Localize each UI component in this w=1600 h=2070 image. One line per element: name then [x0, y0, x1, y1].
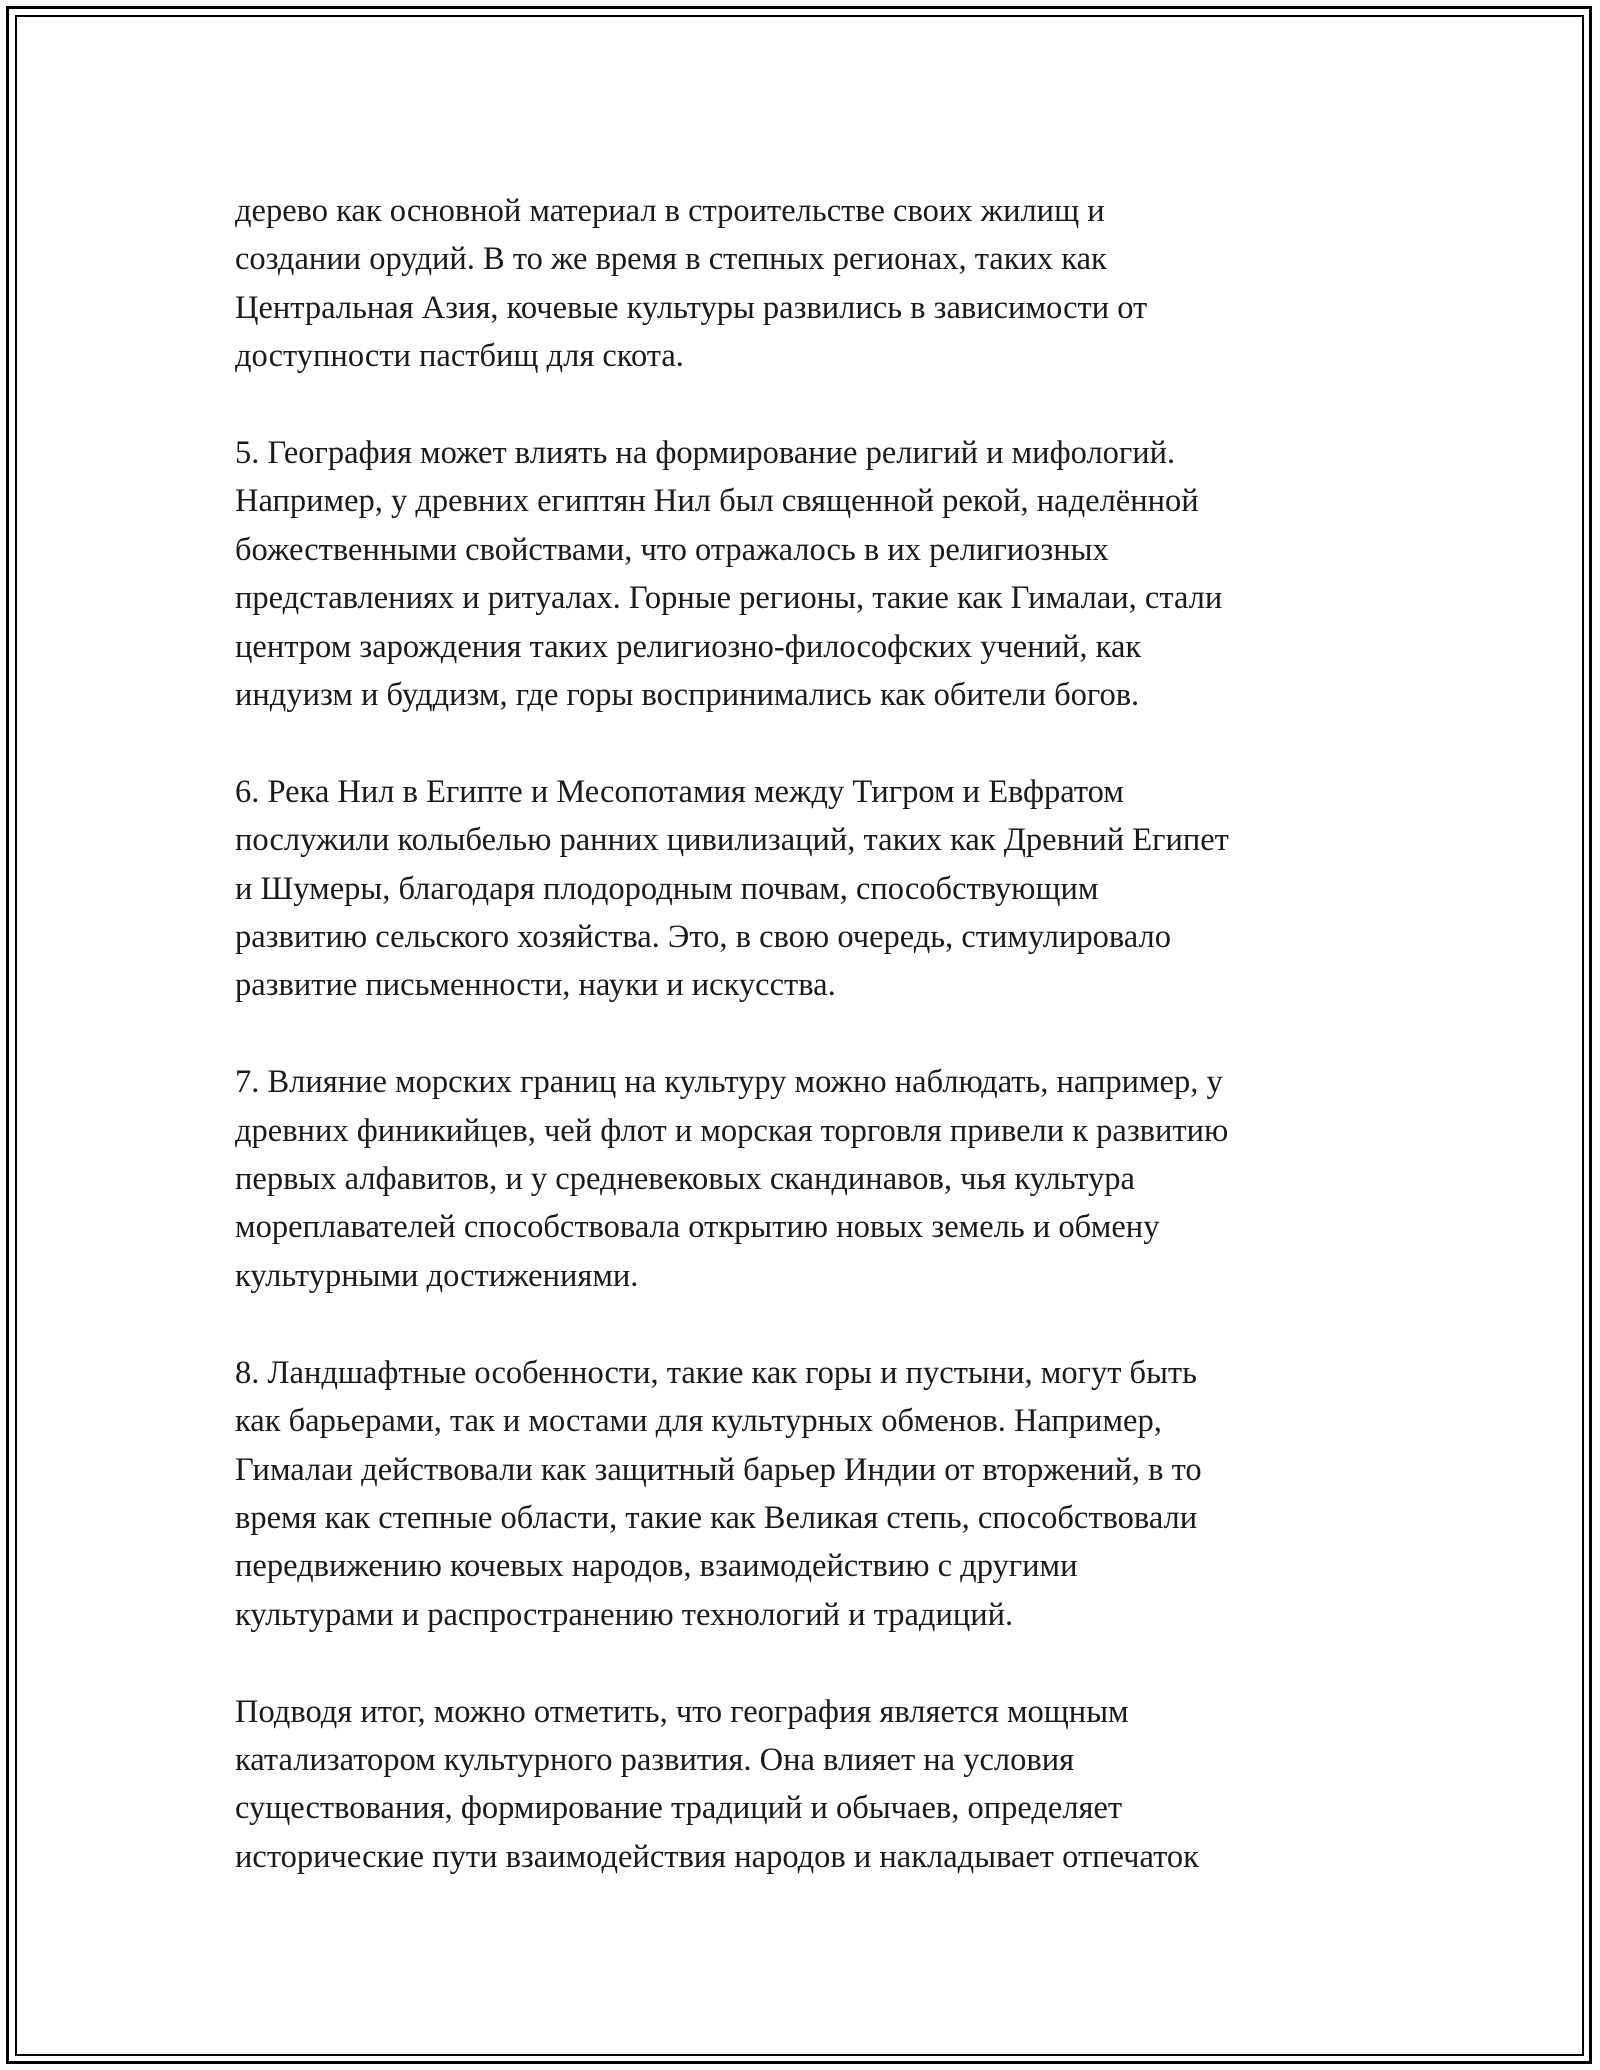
text-line: послужили колыбелью ранних цивилизаций, таких как Древний Египет: [235, 822, 1229, 859]
text-line: первых алфавитов, и у средневековых скандинавов, чья культура: [235, 1161, 1135, 1198]
text-line: развитию сельского хозяйства. Это, в свою очередь, стимулировало: [235, 919, 1171, 956]
text-line: создании орудий. В то же время в степных регионах, таких как: [235, 241, 1107, 278]
text-line: Гималаи действовали как защитный барьер Индии от вторжений, в то: [235, 1451, 1202, 1488]
text-line: 7. Влияние морских границ на культуру можно наблюдать, например, у: [235, 1064, 1223, 1101]
paragraph-item-5: [235, 429, 1365, 719]
text-line: время как степные области, такие как Великая степь, способствовали: [235, 1499, 1198, 1536]
text-line: и Шумеры, благодаря плодородным почвам, способствующим: [235, 870, 1099, 907]
text-line: центром зарождения таких религиозно-философских учений, как: [235, 628, 1142, 665]
text-line: существования, формирование традиций и обычаев, определяет: [235, 1790, 1123, 1827]
text-line: культурными достижениями.: [235, 1257, 639, 1294]
text-line: дерево как основной материал в строительстве своих жилищ и: [235, 193, 1105, 229]
text-line: катализатором культурного развития. Она влияет на условия: [235, 1741, 1075, 1778]
document-body: [235, 187, 1365, 1930]
text-line: индуизм и буддизм, где горы воспринимались как обители богов.: [235, 677, 1140, 714]
text-line: мореплавателей способствовала открытию новых земель и обмену: [235, 1209, 1160, 1246]
paragraph-item-7: [235, 1058, 1365, 1300]
text-line: божественными свойствами, что отражалось в их религиозных: [235, 531, 1109, 568]
paragraph-conclusion: [235, 1688, 1365, 1882]
text-line: древних финикийцев, чей флот и морская торговля привели к развитию: [235, 1112, 1229, 1149]
text-line: доступности пастбищ для скота.: [235, 338, 684, 375]
text-line: Например, у древних египтян Нил был священной рекой, наделённой: [235, 483, 1199, 520]
text-line: 6. Река Нил в Египте и Месопотамия между Тигром и Евфратом: [235, 773, 1124, 810]
paragraph-continuation: [235, 187, 1365, 381]
text-line: культурами и распространению технологий и традиций.: [235, 1596, 1014, 1633]
text-line: Центральная Азия, кочевые культуры развились в зависимости от: [235, 289, 1148, 326]
text-line: развитие письменности, науки и искусства.: [235, 967, 836, 1004]
text-line: 8. Ландшафтные особенности, такие как горы и пустыни, могут быть: [235, 1354, 1197, 1391]
paragraph-item-8: [235, 1349, 1365, 1639]
text-line: 5. География может влиять на формирование религий и мифологий.: [235, 435, 1176, 472]
text-line: Подводя итог, можно отметить, что география является мощным: [235, 1693, 1129, 1730]
paragraph-item-6: [235, 768, 1365, 1010]
text-line: как барьерами, так и мостами для культурных обменов. Например,: [235, 1403, 1162, 1440]
text-line: представлениях и ритуалах. Горные регионы, такие как Гималаи, стали: [235, 580, 1223, 617]
text-line: передвижению кочевых народов, взаимодействию с другими: [235, 1548, 1078, 1585]
text-line: исторические пути взаимодействия народов и накладывает отпечаток: [235, 1838, 1199, 1875]
